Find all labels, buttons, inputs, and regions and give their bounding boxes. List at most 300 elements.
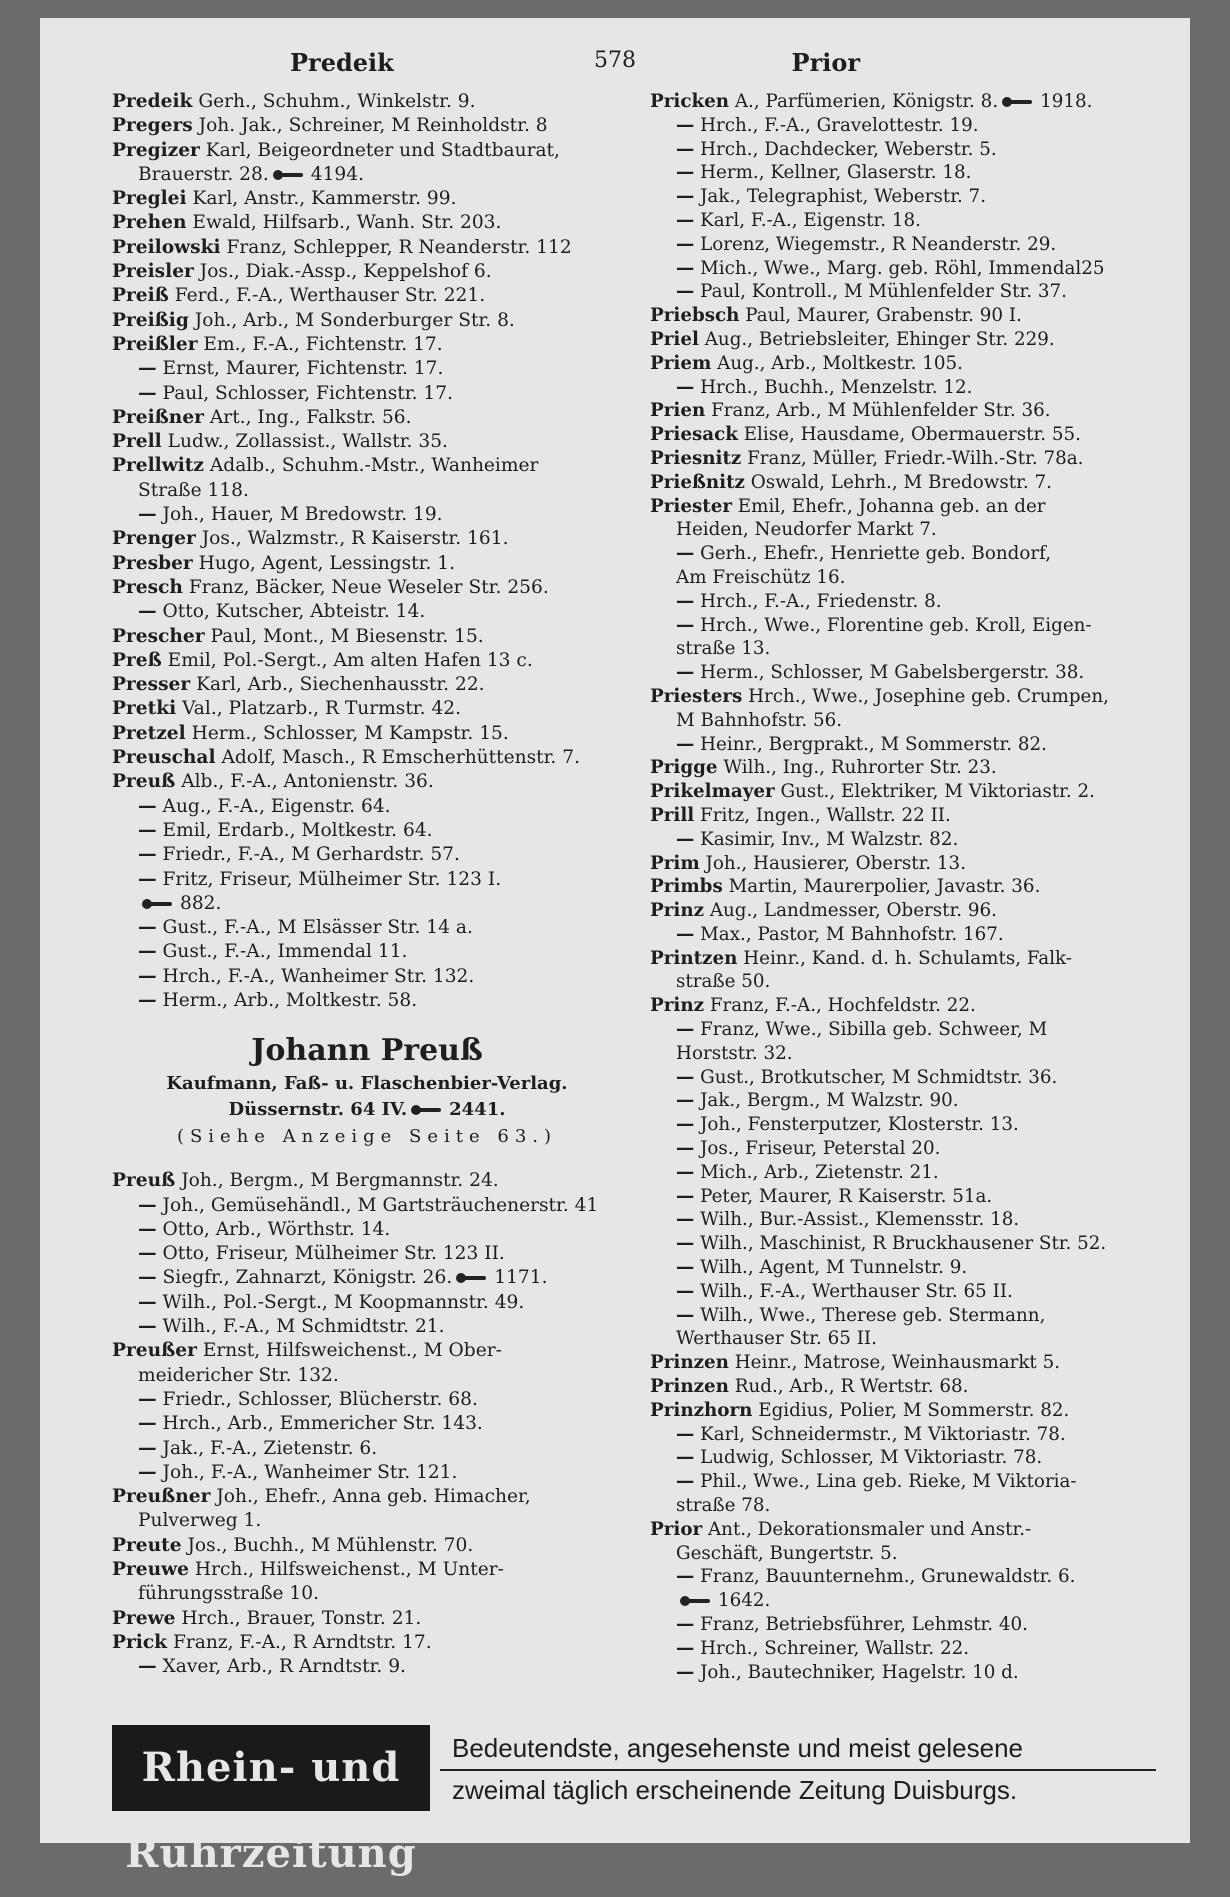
- directory-entry: [112, 1266, 622, 1290]
- directory-entry: [650, 185, 1190, 209]
- directory-entry: [650, 1351, 1190, 1375]
- entry-surname: —: [676, 733, 695, 755]
- entry-details: Gust., Elektriker, M Viktoriastr. 2.: [780, 781, 1095, 803]
- entry-surname: Prior: [650, 1518, 703, 1540]
- entry-continuation: [650, 970, 1190, 994]
- entry-details: Karl, Schneidermstr., M Viktoriastr. 78.: [700, 1423, 1066, 1445]
- directory-entry: [112, 503, 622, 527]
- entry-details: Ludwig, Schlosser, M Viktoriastr. 78.: [700, 1447, 1043, 1469]
- directory-entry: [650, 471, 1190, 495]
- directory-entry: [650, 1113, 1190, 1137]
- directory-entry: [650, 1423, 1190, 1447]
- entry-continuation: [650, 1494, 1190, 1518]
- entry-surname: —: [138, 1267, 157, 1289]
- entry-surname: Prikelmayer: [650, 781, 775, 803]
- entry-continuation: [650, 709, 1190, 733]
- directory-entry: [112, 1534, 622, 1558]
- entry-details: Ernst, Maurer, Fichtenstr. 17.: [162, 358, 444, 380]
- entry-surname: Prell: [112, 431, 162, 453]
- entry-surname: —: [138, 989, 157, 1011]
- entry-surname: Predeik: [112, 91, 193, 112]
- entry-surname: —: [138, 844, 157, 866]
- entry-surname: —: [676, 828, 695, 850]
- entry-details: Hrch., Schreiner, Wallstr. 22.: [700, 1637, 970, 1659]
- entry-surname: Prinzen: [650, 1376, 729, 1398]
- entry-surname: Priebsch: [650, 305, 740, 327]
- entry-details: Ernst, Hilfsweichenst., M Ober-: [202, 1340, 502, 1362]
- directory-entry: [650, 852, 1190, 876]
- directory-entry: [112, 1461, 622, 1485]
- entry-details: Hrch., Brauer, Tonstr. 21.: [181, 1607, 422, 1629]
- entry-surname: —: [676, 1423, 695, 1445]
- entry-details: Emil, Ehefr., Johanna geb. an der: [737, 495, 1046, 517]
- directory-entry: [112, 187, 622, 211]
- entry-details: Paul, Maurer, Grabenstr. 90 I.: [745, 305, 1022, 327]
- directory-entry: [112, 819, 622, 843]
- entry-details: Joh., Bergm., M Bergmannstr. 24.: [181, 1170, 499, 1192]
- entry-surname: —: [138, 1243, 157, 1265]
- directory-entry: [650, 1280, 1190, 1304]
- entry-details: Jak., Bergm., M Walzstr. 90.: [700, 1090, 959, 1112]
- directory-entry: [650, 828, 1190, 852]
- entry-details: Joh., Arb., M Sonderburger Str. 8.: [194, 309, 515, 331]
- directory-entry: [650, 447, 1190, 471]
- entry-details-cont: Am Freischütz 16.: [676, 566, 846, 588]
- directory-entry: [112, 965, 622, 989]
- entry-details: Jak., Telegraphist, Weberstr. 7.: [700, 186, 987, 208]
- directory-entry: [112, 843, 622, 867]
- entry-surname: Priester: [650, 495, 732, 517]
- entry-surname: Presser: [112, 674, 191, 696]
- ad-phone: 2441.: [449, 1099, 506, 1121]
- directory-entry: [650, 1208, 1190, 1232]
- entry-details: Mich., Arb., Zietenstr. 21.: [700, 1161, 939, 1183]
- entry-details: Lorenz, Wiegemstr., R Neanderstr. 29.: [700, 233, 1057, 255]
- entry-surname: —: [676, 281, 695, 303]
- directory-entry: [112, 989, 622, 1013]
- directory-entry: [650, 756, 1190, 780]
- entry-details: Wilh., Wwe., Therese geb. Stermann,: [700, 1304, 1046, 1326]
- entry-details: Joh., Gemüsehändl., M Gartsträuchenerstr. 41: [162, 1194, 599, 1216]
- entry-surname: Preußner: [112, 1486, 211, 1508]
- entry-surname: —: [676, 1138, 695, 1160]
- directory-entry: [112, 1194, 622, 1218]
- entry-surname: Preiß: [112, 285, 169, 307]
- page-header: [40, 48, 1190, 88]
- directory-entry: [650, 804, 1190, 828]
- directory-entry: [650, 1661, 1190, 1685]
- entry-details: Franz, Schlepper, R Neanderstr. 112: [226, 236, 572, 258]
- directory-entry: [112, 1291, 622, 1315]
- directory-entry: [650, 423, 1190, 447]
- entry-surname: —: [676, 376, 695, 398]
- entry-surname: —: [676, 1637, 695, 1659]
- entry-surname: —: [676, 1304, 695, 1326]
- directory-entry: [650, 1089, 1190, 1113]
- entry-surname: —: [676, 1019, 695, 1041]
- entry-surname: —: [138, 1437, 157, 1459]
- entry-phone: 1918.: [1040, 91, 1093, 112]
- directory-entry: [650, 947, 1190, 971]
- directory-entry: [112, 1169, 622, 1193]
- entry-details: Paul, Schlosser, Fichtenstr. 17.: [162, 382, 453, 404]
- entry-surname: —: [676, 209, 695, 231]
- directory-entry: [112, 406, 622, 430]
- entry-details: Joh., Hausierer, Oberstr. 13.: [705, 852, 966, 874]
- entry-surname: Prick: [112, 1631, 168, 1653]
- entry-details: Ewald, Hilfsarb., Wanh. Str. 203.: [192, 212, 502, 234]
- directory-entry: [112, 1655, 622, 1679]
- entry-details: Otto, Arb., Wörthstr. 14.: [162, 1218, 391, 1240]
- entry-details: Gerh., Schuhm., Winkelstr. 9.: [198, 91, 476, 112]
- entry-details: Joh. Jak., Schreiner, M Reinholdstr. 8: [198, 115, 548, 137]
- entry-details: Herm., Arb., Moltkestr. 58.: [162, 989, 418, 1011]
- entry-details: Friedr., Schlosser, Blücherstr. 68.: [162, 1388, 478, 1410]
- entry-surname: Primbs: [650, 876, 723, 898]
- entry-surname: —: [676, 233, 695, 255]
- entry-details: Martin, Maurerpolier, Javastr. 36.: [728, 876, 1041, 898]
- entry-details: Emil, Erdarb., Moltkestr. 64.: [162, 819, 433, 841]
- telephone-icon: [273, 170, 307, 180]
- entry-details: Egidius, Polier, M Sommerstr. 82.: [758, 1399, 1070, 1421]
- directory-entry: [650, 1470, 1190, 1494]
- entry-surname: —: [676, 590, 695, 612]
- entry-details: Adalb., Schuhm.-Mstr., Wanheimer: [209, 455, 539, 477]
- entry-details: Hrch., Buchh., Menzelstr. 12.: [700, 376, 973, 398]
- directory-entry: [112, 746, 622, 770]
- entry-details: Heinr., Matrose, Weinhausmarkt 5.: [734, 1352, 1061, 1374]
- entry-surname: Preuwe: [112, 1559, 189, 1581]
- directory-entry: [650, 280, 1190, 304]
- entry-details: Franz, Arb., M Mühlenfelder Str. 36.: [711, 400, 1051, 422]
- entry-details-cont: Horststr. 32.: [676, 1042, 793, 1064]
- entry-details: Hrch., Arb., Emmericher Str. 143.: [162, 1413, 483, 1435]
- entry-details: Otto, Kutscher, Abteistr. 14.: [162, 601, 426, 623]
- entry-details: Mich., Wwe., Marg. geb. Röhl, Immendal25: [700, 257, 1105, 279]
- entry-details-cont: führungsstraße 10.: [138, 1583, 320, 1605]
- directory-entry: [112, 940, 622, 964]
- directory-entry: [650, 1518, 1190, 1542]
- header-left-keyword: Predeik: [290, 48, 394, 77]
- directory-entry: [112, 576, 622, 600]
- entry-surname: —: [676, 1233, 695, 1255]
- entry-surname: —: [138, 917, 157, 939]
- left-column: [112, 90, 622, 1680]
- entry-details: Hrch., Wwe., Florentine geb. Kroll, Eigen-: [700, 614, 1092, 636]
- entry-details: Aug., Landmesser, Oberstr. 96.: [709, 900, 997, 922]
- entry-details: Joh., Ehefr., Anna geb. Himacher,: [216, 1486, 531, 1508]
- entry-surname: —: [138, 358, 157, 380]
- entry-details: Wilh., F.-A., Werthauser Str. 65 II.: [700, 1280, 1013, 1302]
- entry-surname: —: [676, 257, 695, 279]
- entry-surname: —: [676, 1614, 695, 1635]
- entry-details: Wilh., Ing., Ruhrorter Str. 23.: [723, 757, 997, 779]
- entry-details: Otto, Friseur, Mülheimer Str. 123 II.: [162, 1243, 505, 1265]
- entry-surname: Preglei: [112, 188, 187, 210]
- entry-details: Gerh., Ehefr., Henriette geb. Bondorf,: [700, 543, 1052, 565]
- entry-surname: Preuß: [112, 771, 176, 793]
- entry-surname: —: [138, 1218, 157, 1240]
- entry-details: Ant., Dekorationsmaler und Anstr.-: [707, 1518, 1032, 1540]
- directory-entry: [112, 1631, 622, 1655]
- entry-details: Jos., Diak.-Assp., Keppelshof 6.: [199, 261, 492, 283]
- directory-entry: [650, 138, 1190, 162]
- entry-surname: Preißner: [112, 406, 204, 428]
- directory-entry: [112, 673, 622, 697]
- banner-rule: [440, 1769, 1156, 1771]
- entry-surname: —: [676, 1209, 695, 1231]
- directory-entry: [112, 382, 622, 406]
- entry-details: Art., Ing., Falkstr. 56.: [209, 406, 412, 428]
- entry-details: Hrch., F.-A., Gravelottestr. 19.: [700, 114, 979, 136]
- directory-entry: [650, 1565, 1190, 1589]
- directory-entry: [650, 495, 1190, 519]
- entry-surname: Prinzen: [650, 1352, 729, 1374]
- entry-surname: —: [138, 1656, 157, 1678]
- directory-entry: [650, 614, 1190, 638]
- entry-details: Franz, F.-A., Hochfeldstr. 22.: [709, 995, 976, 1017]
- ad-address: [112, 1097, 622, 1123]
- entry-surname: Presber: [112, 552, 193, 574]
- entry-details: Gust., F.-A., Immendal 11.: [162, 941, 408, 963]
- directory-entry: [650, 875, 1190, 899]
- directory-entry: [650, 1256, 1190, 1280]
- entry-surname: Pregizer: [112, 139, 200, 161]
- ad-reference: (Siehe Anzeige Seite 63.): [176, 1126, 558, 1148]
- directory-entry: [650, 1137, 1190, 1161]
- entry-surname: —: [138, 868, 157, 890]
- entry-surname: —: [138, 795, 157, 817]
- entry-details: Alb., F.-A., Antonienstr. 36.: [181, 771, 434, 793]
- entry-details: Wilh., Bur.-Assist., Klemensstr. 18.: [700, 1209, 1020, 1231]
- entry-details: Phil., Wwe., Lina geb. Rieke, M Viktoria-: [700, 1471, 1077, 1493]
- newspaper-name: Rhein- und Ruhrzeitung: [112, 1725, 430, 1811]
- banner-line-2: zweimal täglich erscheinende Zeitung Duisburgs.: [452, 1775, 1018, 1805]
- entry-surname: Priesnitz: [650, 447, 742, 469]
- directory-entry: [112, 1558, 622, 1582]
- telephone-icon: [1002, 97, 1036, 107]
- entry-surname: Presch: [112, 576, 183, 598]
- entry-details-cont: Geschäft, Bungertstr. 5.: [676, 1542, 898, 1564]
- entry-continuation: [112, 1364, 622, 1388]
- entry-surname: —: [138, 1413, 157, 1435]
- entry-details: Jos., Walzmstr., R Kaiserstr. 161.: [201, 528, 509, 550]
- entry-surname: Preuß: [112, 1170, 176, 1192]
- entry-details: Em., F.-A., Fichtenstr. 17.: [203, 333, 443, 355]
- entry-surname: —: [138, 1461, 157, 1483]
- entry-continuation: [650, 566, 1190, 590]
- entry-surname: —: [138, 819, 157, 841]
- entry-details: Wilh., Pol.-Sergt., M Koopmannstr. 49.: [162, 1291, 525, 1313]
- directory-entry: [112, 600, 622, 624]
- entry-continuation: [112, 1582, 622, 1606]
- entry-surname: —: [676, 1257, 695, 1279]
- page-number: 578: [594, 48, 636, 73]
- entry-details: Heinr., Kand. d. h. Schulamts, Falk-: [743, 947, 1072, 969]
- directory-entry: [112, 260, 622, 284]
- entry-details-cont: straße 78.: [676, 1495, 771, 1517]
- directory-entry: [112, 1485, 622, 1509]
- entry-surname: —: [138, 1291, 157, 1313]
- entry-surname: —: [676, 1471, 695, 1493]
- entry-details: Franz, Wwe., Sibilla geb. Schweer, M: [700, 1019, 1048, 1041]
- directory-entry: [112, 139, 622, 163]
- entry-details: Joh., Bautechniker, Hagelstr. 10 d.: [700, 1661, 1019, 1683]
- entry-surname: Prinz: [650, 995, 704, 1017]
- telephone-icon: [680, 1596, 714, 1606]
- entry-surname: Prewe: [112, 1607, 176, 1629]
- header-right-keyword: Prior: [791, 48, 860, 77]
- entry-details: Hrch., Wwe., Josephine geb. Crumpen,: [748, 685, 1109, 707]
- directory-entry: [650, 257, 1190, 281]
- entry-continuation: [650, 1042, 1190, 1066]
- directory-entry: [650, 328, 1190, 352]
- directory-entry: [112, 697, 622, 721]
- directory-entry: [650, 209, 1190, 233]
- entry-surname: Prenger: [112, 528, 196, 550]
- entry-surname: —: [676, 1161, 695, 1183]
- entry-surname: —: [676, 1114, 695, 1136]
- entry-surname: Prellwitz: [112, 455, 204, 477]
- entry-details: Oswald, Lehrh., M Bredowstr. 7.: [750, 471, 1052, 493]
- entry-surname: —: [138, 1316, 157, 1338]
- entry-details: Gust., Brotkutscher, M Schmidtstr. 36.: [700, 1066, 1058, 1088]
- directory-entry: [650, 542, 1190, 566]
- entry-surname: —: [676, 543, 695, 565]
- entry-details: Jos., Friseur, Peterstal 20.: [700, 1138, 941, 1160]
- entry-surname: Pretzel: [112, 722, 186, 744]
- entry-continuation: [112, 1509, 622, 1533]
- entry-surname: —: [138, 382, 157, 404]
- entry-surname: Prescher: [112, 625, 205, 647]
- entry-surname: —: [676, 1447, 695, 1469]
- directory-entry: [112, 1437, 622, 1461]
- entry-details: Wilh., F.-A., M Schmidtstr. 21.: [162, 1316, 445, 1338]
- entry-continuation: [650, 1589, 1190, 1613]
- entry-details: Karl, Arb., Siechenhausstr. 22.: [196, 674, 485, 696]
- directory-entry: [650, 1185, 1190, 1209]
- telephone-icon: [142, 899, 176, 909]
- entry-details-cont: straße 13.: [676, 638, 771, 660]
- directory-entry: [112, 1388, 622, 1412]
- directory-entry: [112, 284, 622, 308]
- ad-street: Düssernstr. 64 IV.: [228, 1099, 408, 1121]
- entry-surname: Prehen: [112, 212, 187, 234]
- entry-phone: 1642.: [718, 1590, 771, 1612]
- directory-entry: [112, 333, 622, 357]
- directory-entry: [650, 114, 1190, 138]
- entry-continuation: [650, 518, 1190, 542]
- entry-details: Siegfr., Zahnarzt, Königstr. 26.: [162, 1267, 453, 1289]
- entry-surname: —: [676, 162, 695, 184]
- entry-surname: —: [138, 965, 157, 987]
- entry-surname: Preuschal: [112, 747, 216, 769]
- entry-details-cont: Straße 118.: [138, 479, 249, 501]
- entry-surname: Preisler: [112, 261, 194, 283]
- entry-details: Adolf, Masch., R Emscherhüttenstr. 7.: [221, 747, 580, 769]
- entry-details-cont: Werthauser Str. 65 II.: [676, 1328, 877, 1350]
- directory-entry: [112, 454, 622, 478]
- entry-details: Ludw., Zollassist., Wallstr. 35.: [167, 431, 448, 453]
- directory-entry: [650, 1018, 1190, 1042]
- entry-surname: —: [676, 923, 695, 945]
- directory-entry: [112, 916, 622, 940]
- directory-entry: [112, 649, 622, 673]
- entry-continuation: [650, 1542, 1190, 1566]
- directory-entry: [650, 899, 1190, 923]
- entry-details: Hrch., F.-A., Wanheimer Str. 132.: [162, 965, 475, 987]
- banner-line-1: Bedeutendste, angesehenste und meist gelesene: [452, 1733, 1023, 1763]
- entry-surname: Pregers: [112, 115, 193, 137]
- entry-details-cont: Pulverweg 1.: [138, 1510, 262, 1532]
- entry-surname: —: [676, 662, 695, 684]
- entry-surname: Preute: [112, 1534, 182, 1556]
- directory-entry: [112, 430, 622, 454]
- entry-surname: —: [676, 1090, 695, 1112]
- entry-details: Herm., Kellner, Glaserstr. 18.: [700, 162, 972, 184]
- newspaper-ad-banner: [112, 1723, 1162, 1877]
- directory-entry: [650, 1399, 1190, 1423]
- directory-entry: [112, 357, 622, 381]
- entry-details: Franz, Bäcker, Neue Weseler Str. 256.: [188, 576, 549, 598]
- directory-entry: [112, 1412, 622, 1436]
- entry-surname: Priem: [650, 352, 712, 374]
- entry-details: Paul, Mont., M Biesenstr. 15.: [210, 625, 484, 647]
- directory-entry: [650, 780, 1190, 804]
- directory-entry: [650, 1161, 1190, 1185]
- directory-entry: [650, 661, 1190, 685]
- directory-entry: [650, 685, 1190, 709]
- directory-entry: [112, 795, 622, 819]
- directory-entry: [650, 352, 1190, 376]
- directory-entry: [650, 399, 1190, 423]
- directory-entry: [112, 1607, 622, 1631]
- directory-entry: [112, 722, 622, 746]
- entry-surname: Preußer: [112, 1340, 197, 1362]
- directory-entry: [650, 1304, 1190, 1328]
- entry-surname: Prien: [650, 400, 706, 422]
- entry-details: Hrch., F.-A., Friedenstr. 8.: [700, 590, 942, 612]
- entry-continuation: [112, 479, 622, 503]
- directory-entry: [650, 1232, 1190, 1256]
- entry-details-cont: Brauerstr. 28.: [138, 163, 269, 185]
- directory-entry: [650, 304, 1190, 328]
- entry-surname: Pretki: [112, 698, 177, 720]
- directory-entry: [650, 233, 1190, 257]
- directory-entry: [112, 1242, 622, 1266]
- left-entry-list: [112, 90, 622, 1013]
- entry-details: Peter, Maurer, R Kaiserstr. 51a.: [700, 1185, 993, 1207]
- entry-details: Hrch., Dachdecker, Weberstr. 5.: [700, 138, 997, 160]
- directory-entry: [112, 527, 622, 551]
- directory-entry: [112, 211, 622, 235]
- entry-details: Wilh., Agent, M Tunnelstr. 9.: [700, 1257, 968, 1279]
- entry-surname: Printzen: [650, 947, 738, 969]
- directory-entry: [650, 376, 1190, 400]
- entry-details: Ferd., F.-A., Werthauser Str. 221.: [174, 285, 486, 307]
- entry-details: Val., Platzarb., R Turmstr. 42.: [182, 698, 462, 720]
- entry-continuation: [650, 1327, 1190, 1351]
- entry-details: Karl, F.-A., Eigenstr. 18.: [700, 209, 921, 231]
- entry-surname: —: [676, 114, 695, 136]
- entry-surname: Preilowski: [112, 236, 221, 258]
- entry-surname: Prießnitz: [650, 471, 745, 493]
- entry-surname: Prinz: [650, 900, 704, 922]
- entry-details: Joh., Fensterputzer, Klosterstr. 13.: [700, 1114, 1019, 1136]
- entry-surname: Priesters: [650, 685, 743, 707]
- entry-details-cont: meidericher Str. 132.: [138, 1364, 339, 1386]
- ad-business: Kaufmann, Faß- u. Flaschenbier-Verlag.: [166, 1073, 568, 1095]
